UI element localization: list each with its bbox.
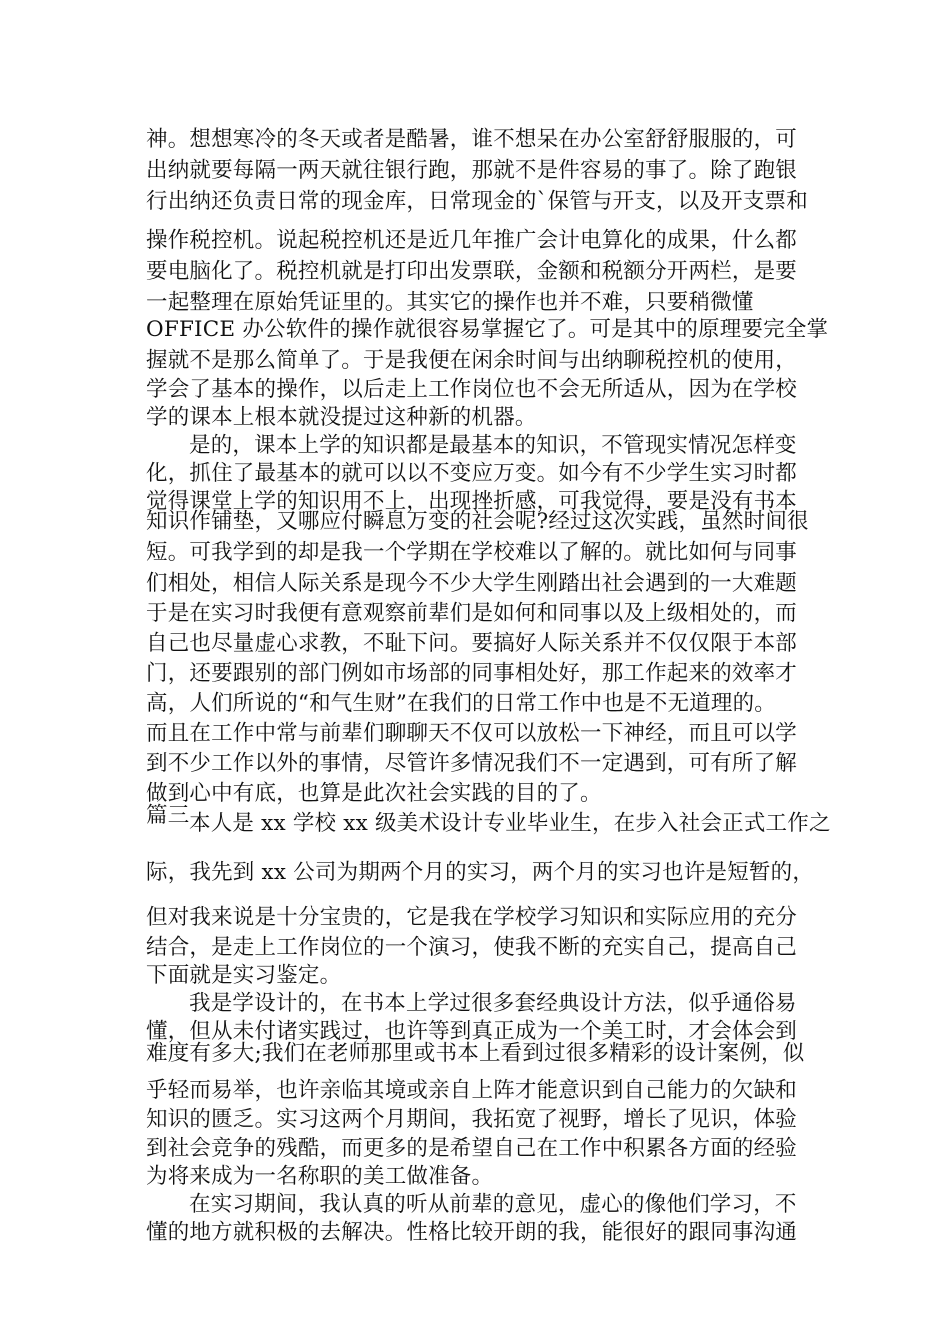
- text-line: 而且在工作中常与前辈们聊聊天不仅可以放松一下神经，而且可以学: [146, 721, 798, 746]
- paragraph-first-line: 本人是 xx 学校 xx 级美术设计专业毕业生，在步入社会正式工作之: [189, 811, 831, 836]
- text-line: 于是在实习时我便有意观察前辈们是如何和同事以及上级相处的，而: [146, 601, 798, 626]
- text-line: 际，我先到 xx 公司为期两个月的实习，两个月的实习也许是短暂的，: [146, 860, 815, 885]
- text-line: 们相处，相信人际关系是现今不少大学生刚踏出社会遇到的一大难题: [146, 571, 798, 596]
- paragraph-first-line: 我是学设计的，在书本上学过很多套经典设计方法，似乎通俗易: [189, 991, 797, 1016]
- text-line: 知识的匮乏。实习这两个月期间，我拓宽了视野，增长了见识，体验: [146, 1107, 798, 1132]
- text-line: 下面就是实习鉴定。: [146, 963, 342, 988]
- text-line: 要电脑化了。税控机就是打印出发票联，金额和税额分开两栏，是要: [146, 259, 798, 284]
- text-line: 短。可我学到的却是我一个学期在学校难以了解的。就比如何与同事: [146, 540, 798, 565]
- text-line: 懂的地方就积极的去解决。性格比较开朗的我，能很好的跟同事沟通: [146, 1220, 798, 1245]
- text-line: 握就不是那么简单了。于是我便在闲余时间与出纳聊税控机的使用，: [146, 348, 798, 373]
- paragraph-first-line: 在实习期间，我认真的听从前辈的意见，虚心的像他们学习，不: [189, 1192, 797, 1217]
- text-line: 学会了基本的操作，以后走上工作岗位也不会无所适从，因为在学校: [146, 377, 798, 402]
- text-line: 行出纳还负责日常的现金库，日常现金的`保管与开支，以及开支票和: [146, 189, 808, 214]
- text-line: 乎轻而易举，也许亲临其境或亲自上阵才能意识到自己能力的欠缺和: [146, 1078, 798, 1103]
- text-line: 操作税控机。说起税控机还是近几年推广会计电算化的成果，什么都: [146, 228, 798, 253]
- text-line: 一起整理在原始凭证里的。其实它的操作也并不难，只要稍微懂: [146, 290, 754, 315]
- text-line: 觉得课堂上学的知识用不上，出现挫折感，可我觉得，要是没有书本: [146, 489, 798, 514]
- text-line: 出纳就要每隔一两天就往银行跑，那就不是件容易的事了。除了跑银: [146, 158, 798, 183]
- section-heading: 篇三: [146, 803, 190, 828]
- text-line: 神。想想寒冷的冬天或者是酷暑，谁不想呆在办公室舒舒服服的，可: [146, 127, 798, 152]
- text-line: 自己也尽量虚心求教，不耻下问。要搞好人际关系并不仅仅限于本部: [146, 631, 798, 656]
- text-line: 门，还要跟别的部门例如市场部的同事相处好，那工作起来的效率才: [146, 661, 798, 686]
- text-line: 到社会竞争的残酷，而更多的是希望自己在工作中积累各方面的经验: [146, 1136, 798, 1161]
- text-line: 结合，是走上工作岗位的一个演习，使我不断的充实自己，提高自己: [146, 935, 798, 960]
- text-line: 高，人们所说的“和气生财”在我们的日常工作中也是不无道理的。: [146, 691, 776, 716]
- text-line: 做到心中有底，也算是此次社会实践的目的了。: [146, 781, 602, 806]
- text-line: 到不少工作以外的事情，尽管许多情况我们不一定遇到，可有所了解: [146, 751, 798, 776]
- text-line: 难度有多大;我们在老师那里或书本上看到过很多精彩的设计案例，似: [146, 1041, 805, 1066]
- text-line: 知识作铺垫，又哪应付瞬息万变的社会呢?经过这次实践，虽然时间很: [146, 509, 809, 534]
- text-line: 为将来成为一名称职的美工做准备。: [146, 1164, 494, 1189]
- text-line: OFFICE 办公软件的操作就很容易掌握它了。可是其中的原理要完全掌: [146, 317, 829, 342]
- text-line: 但对我来说是十分宝贵的，它是我在学校学习知识和实际应用的充分: [146, 905, 798, 930]
- text-line: 化，抓住了最基本的就可以以不变应万变。如今有不少学生实习时都: [146, 461, 798, 486]
- text-line: 懂，但从未付诸实践过，也许等到真正成为一个美工时，才会体会到: [146, 1019, 798, 1044]
- paragraph-first-line: 是的，课本上学的知识都是最基本的知识，不管现实情况怎样变: [189, 433, 797, 458]
- text-line: 学的课本上根本就没提过这种新的机器。: [146, 405, 537, 430]
